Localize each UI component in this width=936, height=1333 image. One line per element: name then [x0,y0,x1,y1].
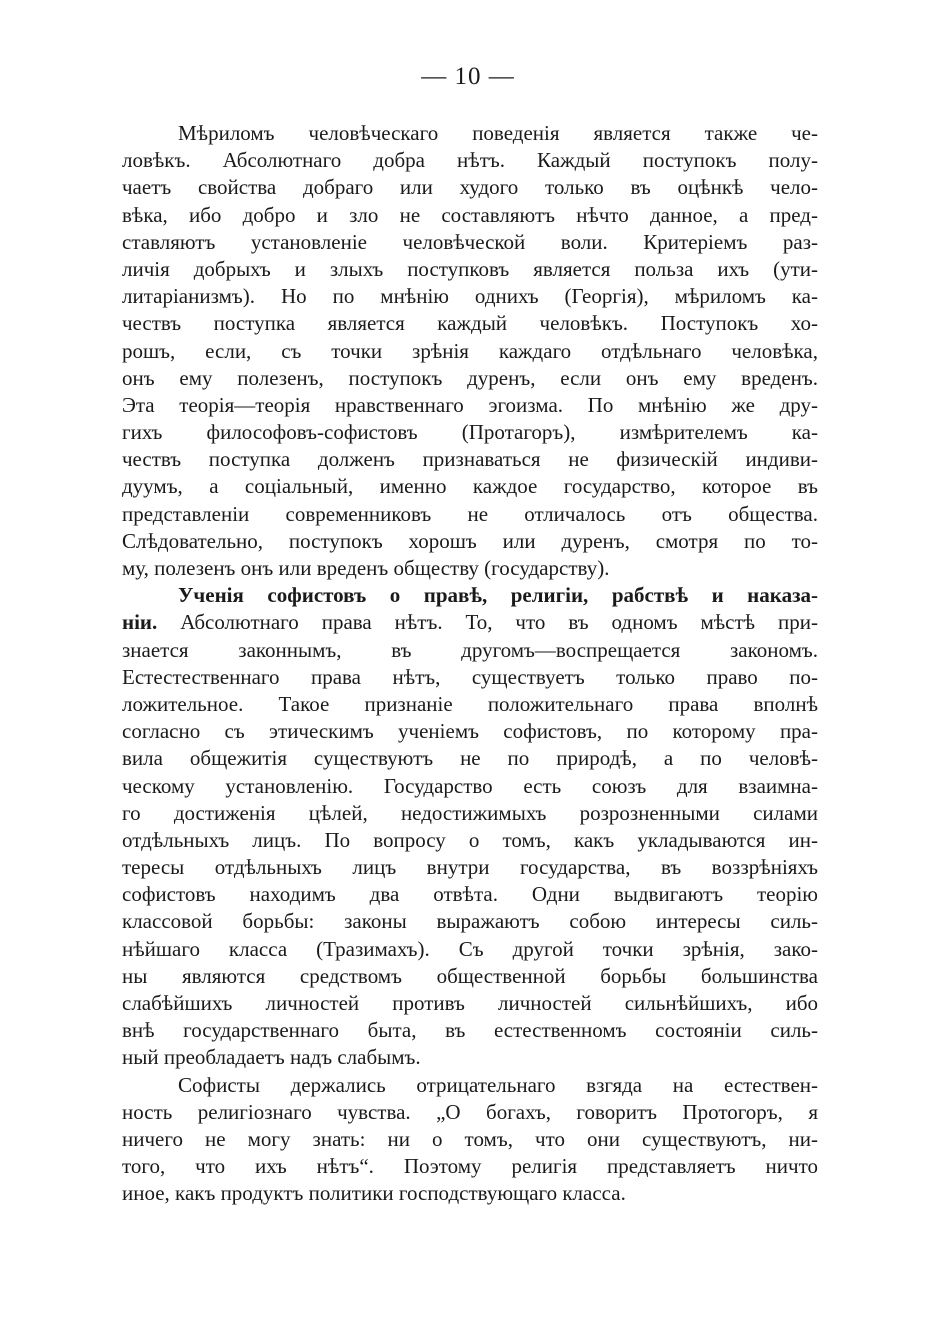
text-line: вила общежитія существуютъ не по природѣ, а по человѣ- [122,746,818,771]
text-line: ложительное. Такое признаніе положительнаго права вполнѣ [122,691,818,716]
text-line: литаріанизмъ). Но по мнѣнію однихъ (Георгія), мѣриломъ ка- [122,284,818,309]
text-line: дуумъ, а соціальный, именно каждое государство, которое въ [122,474,818,499]
text-line: чествъ поступка является каждый человѣкъ. Поступокъ хо- [122,311,818,336]
text-line: ный преобладаетъ надъ слабымъ. [122,1045,421,1070]
text-line: го достиженія цѣлей, недостижимыхъ розрозненными силами [122,800,818,825]
text-line: ничего не могу знать: ни о томъ, что они существуютъ, ни- [122,1126,818,1151]
text-line: Мѣриломъ человѣческаго поведенія является также че- [178,121,818,145]
text-line: классовой борьбы: законы выражаютъ собою интересы силь- [122,909,818,934]
text-line: Естестественнаго права нѣтъ, существуетъ только право по- [122,664,818,689]
section-heading [122,582,818,609]
text-line [122,609,818,636]
text-line: ловѣкъ. Абсолютнаго добра нѣтъ. Каждый поступокъ полу- [122,148,818,173]
text-line: рошъ, если, съ точки зрѣнія каждаго отдѣльнаго человѣка, [122,338,818,363]
heading-text: Ученія софистовъ о правѣ, религіи, рабствѣ и наказа- [178,583,818,608]
text-line: нѣйшаго класса (Тразимахъ). Съ другой точки зрѣнія, зако- [122,936,818,961]
text-line: Софисты держались отрицательнаго взгяда на естествен- [178,1072,818,1097]
text-line: му, полезенъ онъ или вреденъ обществу (государству). [122,556,610,580]
text-line: тересы отдѣльныхъ лицъ внутри государства, въ воззрѣніяхъ [122,855,818,880]
text-line: внѣ государственнаго быта, въ естественномъ состояніи силь- [122,1018,818,1043]
text-line: гихъ философовъ-софистовъ (Протагоръ), измѣрителемъ ка- [122,420,818,445]
text-line: Эта теорія—теорія нравственнаго эгоизма. По мнѣнію же дру- [122,392,818,417]
text-line: знается законнымъ, въ другомъ—воспрещается закономъ. [122,637,818,662]
text-line: представленіи современниковъ не отличалось отъ общества. [122,501,818,526]
text-line: отдѣльныхъ лицъ. По вопросу о томъ, какъ укладываются ин- [122,827,818,852]
text-line: Слѣдовательно, поступокъ хорошъ или дуренъ, смотря по то- [122,528,818,553]
text-line: ческому установленію. Государство есть союзъ для взаимна- [122,773,818,798]
text-line: иное, какъ продуктъ политики господствующаго класса. [122,1181,626,1206]
text-line: того, что ихъ нѣтъ“. Поэтому религія представляетъ ничто [122,1154,818,1179]
text-line: вѣка, ибо добро и зло не составляютъ нѣчто данное, а пред- [122,202,818,227]
text-line: ность религіознаго чувства. „О богахъ, говоритъ Протогоръ, я [122,1099,818,1124]
text-line: чествъ поступка долженъ признаваться не физическій индиви- [122,447,818,472]
text-line: онъ ему полезенъ, поступокъ дуренъ, если онъ ему вреденъ. [122,365,818,390]
line-text: Абсолютнаго права нѣтъ. То, что въ одномъ мѣстѣ при- [157,610,818,635]
text-line: ставляютъ установленіе человѣческой воли. Критеріемъ раз- [122,229,818,254]
text-line: личія добрыхъ и злыхъ поступковъ является польза ихъ (ути- [122,256,818,281]
heading-text: ніи. [122,610,158,635]
text-line: софистовъ находимъ два отвѣта. Одни выдвигаютъ теорію [122,882,818,907]
page-number: — 10 — [421,63,515,90]
text-line: ны являются средствомъ общественной борьбы большинства [122,963,818,988]
body-text [122,120,818,1208]
text-line: чаетъ свойства добраго или худого только въ оцѣнкѣ чело- [122,175,818,200]
text-line: согласно съ этическимъ ученіемъ софистовъ, по которому пра- [122,719,818,744]
text-line: слабѣйшихъ личностей противъ личностей сильнѣйшихъ, ибо [122,991,818,1015]
